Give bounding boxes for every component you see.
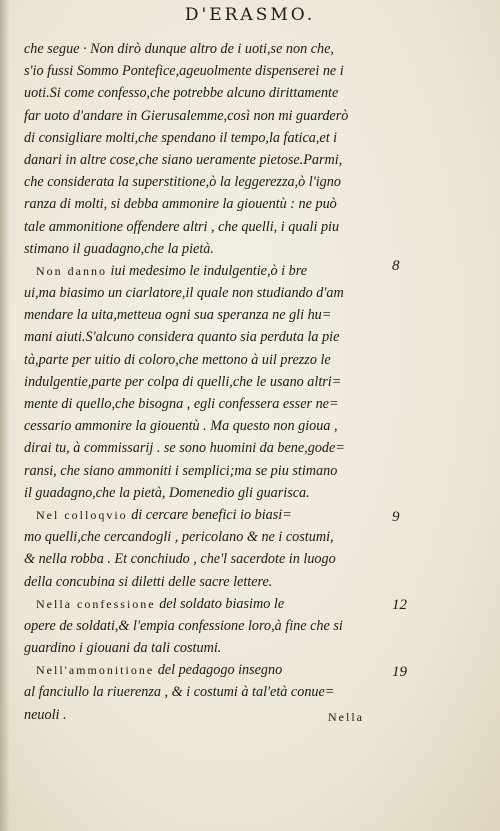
text-line — [24, 260, 400, 282]
paragraph-lead: Nel colloqvio — [36, 507, 128, 522]
running-head: D'ERASMO. — [184, 5, 316, 25]
page-gutter-shadow — [0, 0, 10, 831]
text-line: uoti.Si come confesso,che potrebbe alcuno dirittamente — [24, 85, 339, 102]
text-line: s'io fussi Sommo Pontefice,ageuolmente dispenserei ne i — [24, 63, 344, 80]
text-line — [24, 659, 400, 681]
paragraph-4 — [24, 593, 400, 660]
text-line: che considerata la superstitione,ò la leggerezza,ò l'igno — [24, 174, 341, 191]
body-text — [24, 38, 400, 726]
margin-number: 9 — [392, 509, 400, 525]
paragraph-lead: Non danno — [36, 263, 107, 278]
margin-number: 19 — [392, 664, 407, 680]
text-line: & nella robba . Et conchiudo , che'l sacerdote in luogo — [24, 551, 336, 568]
paragraph-2 — [24, 260, 400, 504]
text-line: che segue · Non dirò dunque altro de i uoti,se non che, — [24, 41, 334, 57]
text-line: il guadagno,che la pietà, Domenedio gli guarisca. — [24, 484, 310, 501]
paragraph-lead: Nella confessione — [36, 596, 156, 611]
text-line: guardino i giouani da tali costumi. — [24, 640, 222, 657]
text-line: mendare la uita,metteua ogni sua speranza ne gli hu= — [24, 307, 332, 324]
paragraph-3 — [24, 504, 400, 593]
text-line: ransi, che siano ammoniti i semplici;ma se piu stimano — [24, 462, 338, 479]
line-text: del pedagogo insegno — [154, 662, 283, 679]
margin-number: 12 — [392, 597, 407, 613]
catchword: Nella — [328, 710, 364, 724]
text-line: neuoli . — [24, 706, 67, 723]
text-line — [24, 504, 400, 526]
text-line — [24, 593, 400, 615]
text-line: mo quelli,che cercandogli , pericolano & ne i costumi, — [24, 529, 334, 546]
line-text: di cercare benefici io biasi= — [127, 506, 292, 523]
text-line: della concubina si diletti delle sacre lettere. — [24, 573, 273, 590]
line-text: del soldato biasimo le — [155, 595, 285, 612]
text-line: ui,ma biasimo un ciarlatore,il quale non studiando d'am — [24, 285, 344, 302]
text-line: al fanciullo la riuerenza , & i costumi à tal'età conue= — [24, 684, 335, 701]
text-line: tà,parte per uitio di coloro,che mettono à uil prezzo le — [24, 351, 331, 368]
text-line: mani aiuti.S'alcuno considera quanto sia perduta la pie — [24, 329, 340, 346]
text-line: mente di quello,che bisogna , egli confessera esser ne= — [24, 396, 339, 412]
text-line: opere de soldati,& l'empia confessione loro,à fine che si — [24, 617, 343, 634]
paragraph-1 — [24, 38, 400, 260]
text-line: far uoto d'andare in Gierusalemme,così non mi guarderò — [24, 107, 349, 124]
text-line: di consigliare molti,che spendano il tempo,la fatica,et i — [24, 129, 338, 146]
line-text: iui medesimo le indulgentie,ò i bre — [107, 262, 308, 279]
text-line: cessario ammonire la giouentù . Ma questo non gioua , — [24, 418, 338, 435]
text-line: danari in altre cose,che siano ueramente pietose.Parmi, — [24, 151, 343, 168]
text-line: dirai tu, à commissarij . se sono huomini da bene,gode= — [24, 440, 345, 457]
paragraph-lead: Nell'ammonitione — [36, 663, 155, 678]
text-line: ranza di molti, si debba ammonire la giouentù : ne può — [24, 196, 337, 213]
text-line: stimano il guadagno,che la pietà. — [24, 240, 214, 257]
text-line: indulgentie,parte per colpa di quelli,che le usano altri= — [24, 373, 342, 390]
margin-number: 8 — [392, 258, 400, 274]
text-line: tale ammonitione offendere altri , che quelli, i quali piu — [24, 218, 340, 235]
